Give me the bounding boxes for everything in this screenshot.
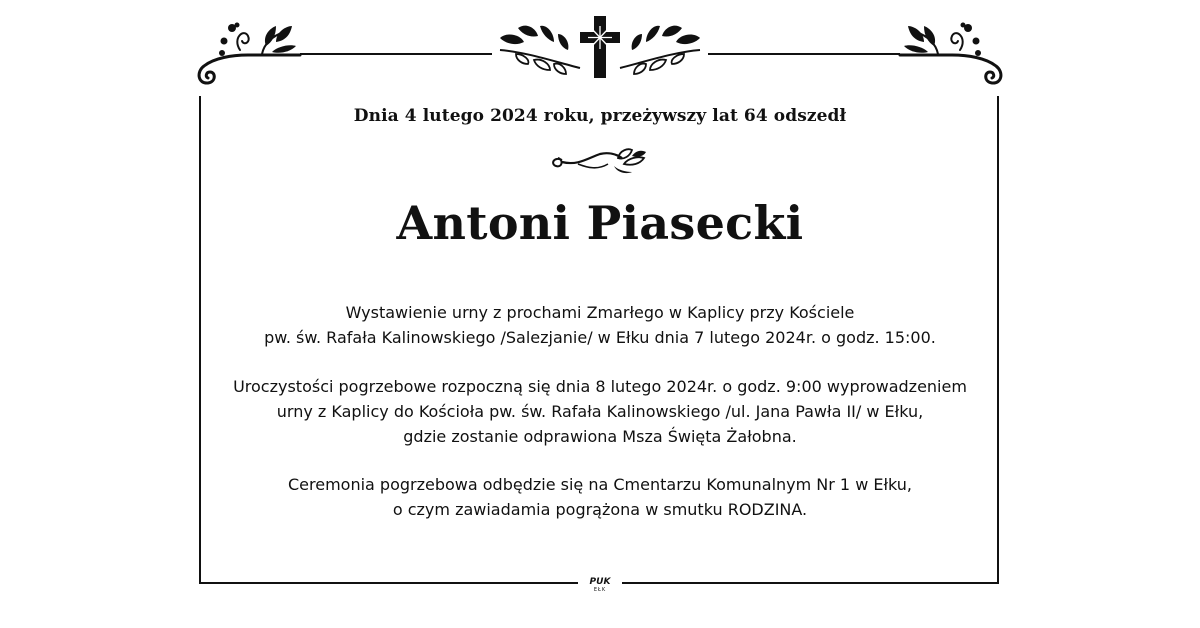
paragraph-line: Uroczystości pogrzebowe rozpoczną się dnia 8 lutego 2024r. o godz. 9:00 wyprowadzeniem [233,377,967,396]
logo-main-text: PUK [589,577,611,587]
paragraph-line: gdzie zostanie odprawiona Msza Święta Żałobna. [403,427,797,446]
paragraph-line: Ceremonia pogrzebowa odbędzie się na Cmentarzu Komunalnym Nr 1 w Ełku, [287,475,913,494]
olive-branch-left-icon [500,26,580,74]
frame-bottom-right-line [622,582,999,584]
paragraph-line: Wystawienie urny z prochami Zmarłego w Kaplicy przy Kościele [345,303,855,322]
deceased-name: Antoni Piasecki [396,196,804,250]
frame-top-right-line [708,53,900,55]
cross-icon [580,16,620,78]
paragraph-burial [200,472,1000,522]
corner-ornament-left [192,14,304,90]
paragraph-line: urny z Kaplicy do Kościoła pw. św. Rafała Kalinowskiego /ul. Jana Pawła II/ w Ełku, [276,402,924,421]
frame-bottom-left-line [199,582,578,584]
paragraph-line: o czym zawiadamia pogrążona w smutku RODZINA. [392,500,808,519]
frame-top-left-line [300,53,492,55]
corner-ornament-right [896,14,1008,90]
cross-with-branches [496,12,704,84]
paragraph-line: pw. św. Rafała Kalinowskiego /Salezjanie/ w Ełku dnia 7 lutego 2024r. o godz. 15:00. [264,328,936,347]
logo-sub-text: EŁK [593,587,607,593]
leaf-divider-icon [548,144,652,176]
puk-logo [584,578,616,593]
paragraph-urn-viewing [200,300,1000,350]
death-date-headline: Dnia 4 lutego 2024 roku, przeżywszy lat 64 odszedł [353,106,847,126]
paragraph-funeral-ceremony [200,374,1000,449]
olive-branch-right-icon [620,26,700,74]
